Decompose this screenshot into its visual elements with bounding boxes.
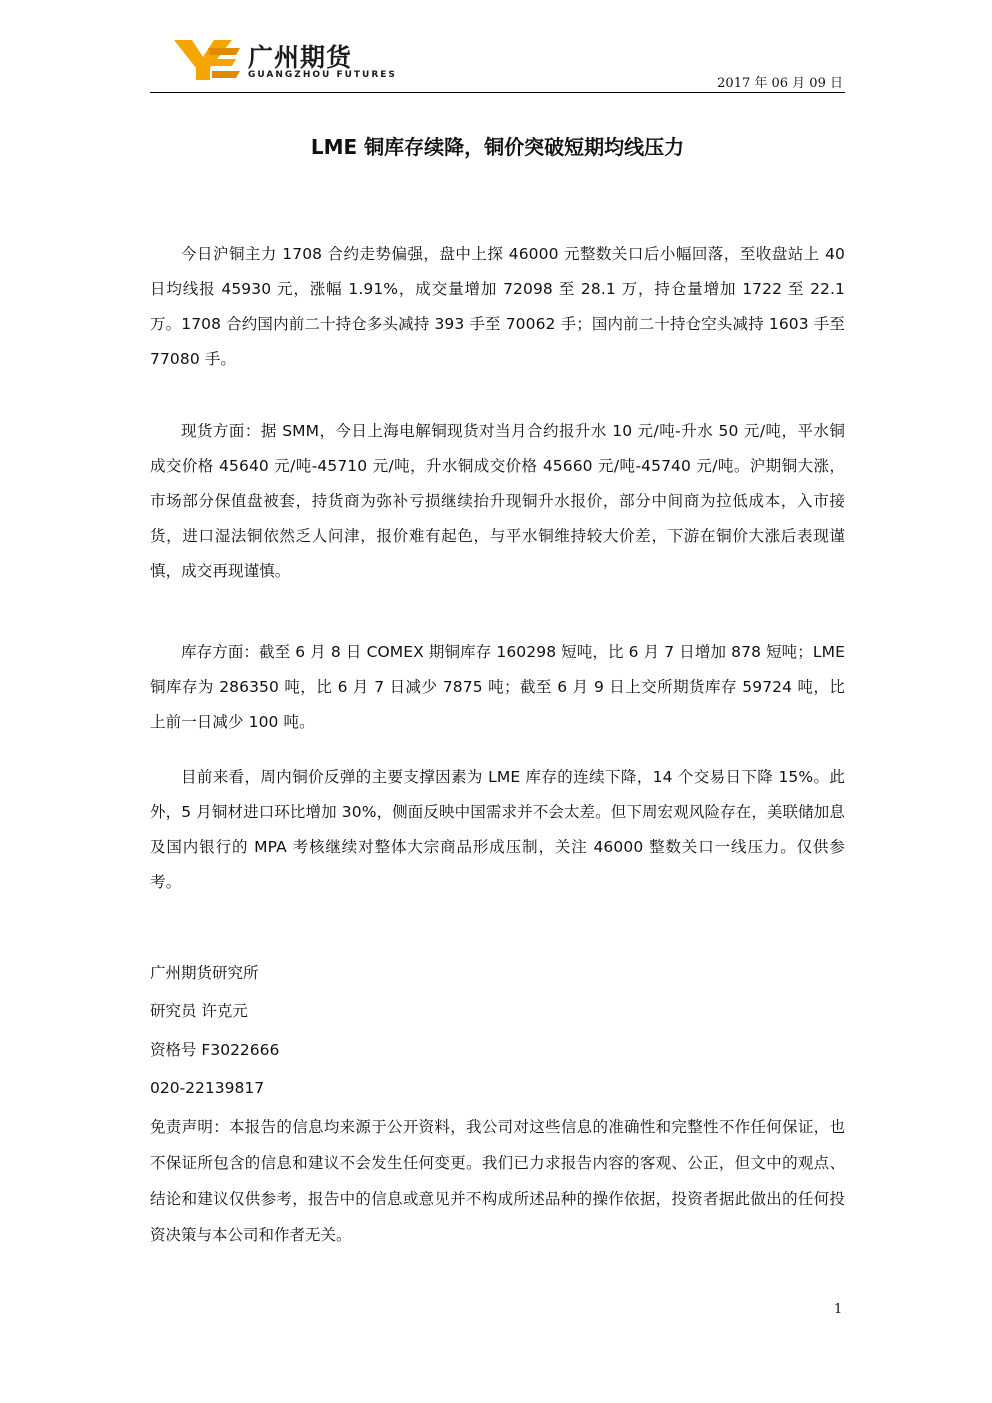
disclaimer: 免责声明：本报告的信息均来源于公开资料，我公司对这些信息的准确性和完整性不作任何保证，也不保证所包含的信息和建议不会发生任何变更。我们已力求报告内容的客观、公正，但文中的观点、结论和建议仅供参考，报告中的信息或意见并不构成所述品种的操作依据，投资者据此做出的任何投资决策与本公司和作者无关。 xyxy=(150,1118,845,1244)
guangzhou-futures-logo-icon xyxy=(174,38,240,80)
page-number: 1 xyxy=(834,1302,843,1317)
report-header xyxy=(150,36,845,92)
paragraph-outlook: 目前来看，周内铜价反弹的主要支撑因素为 LME 库存的连续下降，14 个交易日下降 15%。此外，5 月铜材进口环比增加 30%，侧面反映中国需求并不会太差。但下周宏观风险存在，美联储加息及国内银行的 MPA 考核继续对整体大宗商品形成压制，关注 46000 整数关口一线压力。仅供参考。 xyxy=(150,768,845,891)
signature-org: 广州期货研究所 xyxy=(150,964,259,982)
paragraph-inventory: 库存方面：截至 6 月 8 日 COMEX 期铜库存 160298 短吨，比 6 月 7 日增加 878 短吨；LME 铜库存为 286350 吨，比 6 月 7 日减少 7875 吨；截至 6 月 9 日上交所期货库存 59724 吨，比上前一日减少 100 吨。 xyxy=(150,643,845,731)
logo-english-text: GUANGZHOU FUTURES xyxy=(248,70,397,80)
header-divider xyxy=(150,92,845,93)
signature-researcher: 研究员 许克元 xyxy=(150,1002,248,1020)
signature-license: 资格号 F3022666 xyxy=(150,1041,280,1059)
signature-phone: 020-22139817 xyxy=(150,1079,265,1097)
paragraph-market-overview: 今日沪铜主力 1708 合约走势偏强，盘中上探 46000 元整数关口后小幅回落，至收盘站上 40 日均线报 45930 元，涨幅 1.91%，成交量增加 72098 至 28.1 万，持仓量增加 1722 至 22.1 万。1708 合约国内前二十持仓多头减持 393 手至 70062 手；国内前二十持仓空头减持 1603 手至 77080 手。 xyxy=(150,245,845,368)
logo-chinese-text: 广州期货 xyxy=(248,43,353,72)
paragraph-spot: 现货方面：据 SMM，今日上海电解铜现货对当月合约报升水 10 元/吨-升水 50 元/吨，平水铜成交价格 45640 元/吨-45710 元/吨，升水铜成交价格 45660 元/吨-45740 元/吨。沪期铜大涨，市场部分保值盘被套，持货商为弥补亏损继续抬升现铜升水报价，部分中间商为拉低成本，入市接货，进口湿法铜依然乏人问津，报价难有起色，与平水铜维持较大价差，下游在铜价大涨后表现谨慎，成交再现谨慎。 xyxy=(150,422,845,580)
report-title: LME 铜库存续降，铜价突破短期均线压力 xyxy=(310,135,685,159)
report-date: 2017 年 06 月 09 日 xyxy=(717,76,843,91)
